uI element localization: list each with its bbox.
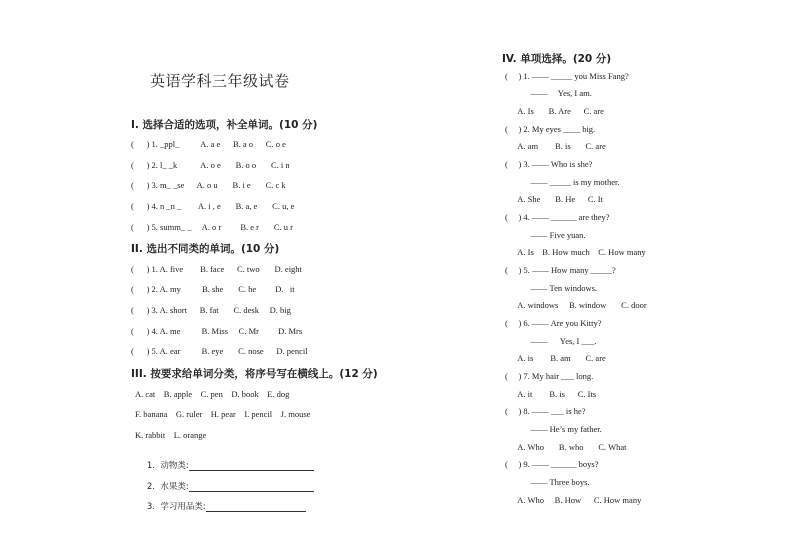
section1-item: ( ) 2. l_ _k A. o e B. o o C. i n bbox=[131, 160, 290, 170]
section2-item: ( ) 3. A. short B. fat C. desk D. big bbox=[131, 305, 291, 315]
category-label: 3. 学习用品类: bbox=[146, 502, 206, 512]
section4-line: —— Yes, I am. bbox=[505, 88, 592, 98]
section1-item: ( ) 1. _ppl_ A. a e B. a o C. o e bbox=[131, 139, 286, 149]
category-label: 1. 动物类: bbox=[146, 461, 189, 471]
section3-word-row: K. rabbit L. orange bbox=[135, 430, 207, 440]
section1-heading: I. 选择合适的选项，补全单词。(10 分) bbox=[131, 119, 318, 131]
section4-line: ( ) 1. —— _____ you Miss Fang? bbox=[505, 71, 629, 81]
section4-line: A. am B. is C. are bbox=[505, 141, 606, 151]
section4-heading: IV. 单项选择。(20 分) bbox=[502, 53, 612, 65]
section3-word-row: A. cat B. apple C. pen D. book E. dog bbox=[135, 389, 290, 399]
category-school-supplies bbox=[136, 492, 306, 522]
section4-line: ( ) 7. My hair ___ long. bbox=[505, 371, 594, 381]
section4-line: A. Is B. How much C. How many bbox=[505, 247, 646, 257]
section4-line: A. Who B. who C. What bbox=[505, 442, 627, 452]
answer-blank[interactable] bbox=[206, 502, 306, 512]
section4-line: —— Yes, I ___. bbox=[505, 336, 597, 346]
section4-line: A. windows B. window C. door bbox=[505, 300, 647, 310]
section4-line: —— Three boys. bbox=[505, 477, 590, 487]
answer-blank[interactable] bbox=[189, 482, 314, 492]
section4-line: ( ) 4. —— ______ are they? bbox=[505, 212, 610, 222]
section3-heading: III. 按要求给单词分类，将序号写在横线上。(12 分) bbox=[131, 368, 378, 380]
category-label: 2. 水果类: bbox=[146, 482, 189, 492]
section4-line: ( ) 8. —— ___ is he? bbox=[505, 406, 586, 416]
section1-item: ( ) 3. m_ _se A. o u B. i e C. c k bbox=[131, 180, 286, 190]
section4-line: —— He’s my father. bbox=[505, 424, 602, 434]
section4-line: ( ) 9. —— ______ boys? bbox=[505, 459, 599, 469]
section4-line: ( ) 6. —— Are you Kitty? bbox=[505, 318, 602, 328]
section2-item: ( ) 2. A. my B. she C. he D. it bbox=[131, 284, 295, 294]
section4-line: A. is B. am C. are bbox=[505, 353, 606, 363]
section4-line: ( ) 3. —— Who is she? bbox=[505, 159, 593, 169]
section2-item: ( ) 5. A. ear B. eye C. nose D. pencil bbox=[131, 346, 308, 356]
section4-line: ( ) 2. My eyes ____ big. bbox=[505, 124, 596, 134]
section4-line: —— Ten windows. bbox=[505, 283, 598, 293]
page-title: 英语学科三年级试卷 bbox=[150, 72, 290, 90]
section2-item: ( ) 1. A. five B. face C. two D. eight bbox=[131, 264, 302, 274]
answer-blank[interactable] bbox=[189, 461, 314, 471]
section4-line: A. She B. He C. It bbox=[505, 194, 603, 204]
section1-item: ( ) 4. n _n _ A. i , e B. a, e C. u, e bbox=[131, 201, 295, 211]
section4-line: ( ) 5. —— How many _____? bbox=[505, 265, 616, 275]
section4-line: A. Is B. Are C. are bbox=[505, 106, 604, 116]
section4-line: A. Who B. How C. How many bbox=[505, 495, 642, 505]
section2-item: ( ) 4. A. me B. Miss C. Mr D. Mrs bbox=[131, 326, 303, 336]
section3-word-row: F. banana G. ruler H. pear I. pencil J. mouse bbox=[135, 409, 311, 419]
section1-item: ( ) 5. summ_ _ A. o r B. e r C. u r bbox=[131, 222, 293, 232]
section4-line: —— _____ is my mother. bbox=[505, 177, 620, 187]
section4-line: —— Five yuan. bbox=[505, 230, 586, 240]
section4-line: A. it B. is C. Its bbox=[505, 389, 597, 399]
section2-heading: II. 选出不同类的单词。(10 分) bbox=[131, 243, 280, 255]
